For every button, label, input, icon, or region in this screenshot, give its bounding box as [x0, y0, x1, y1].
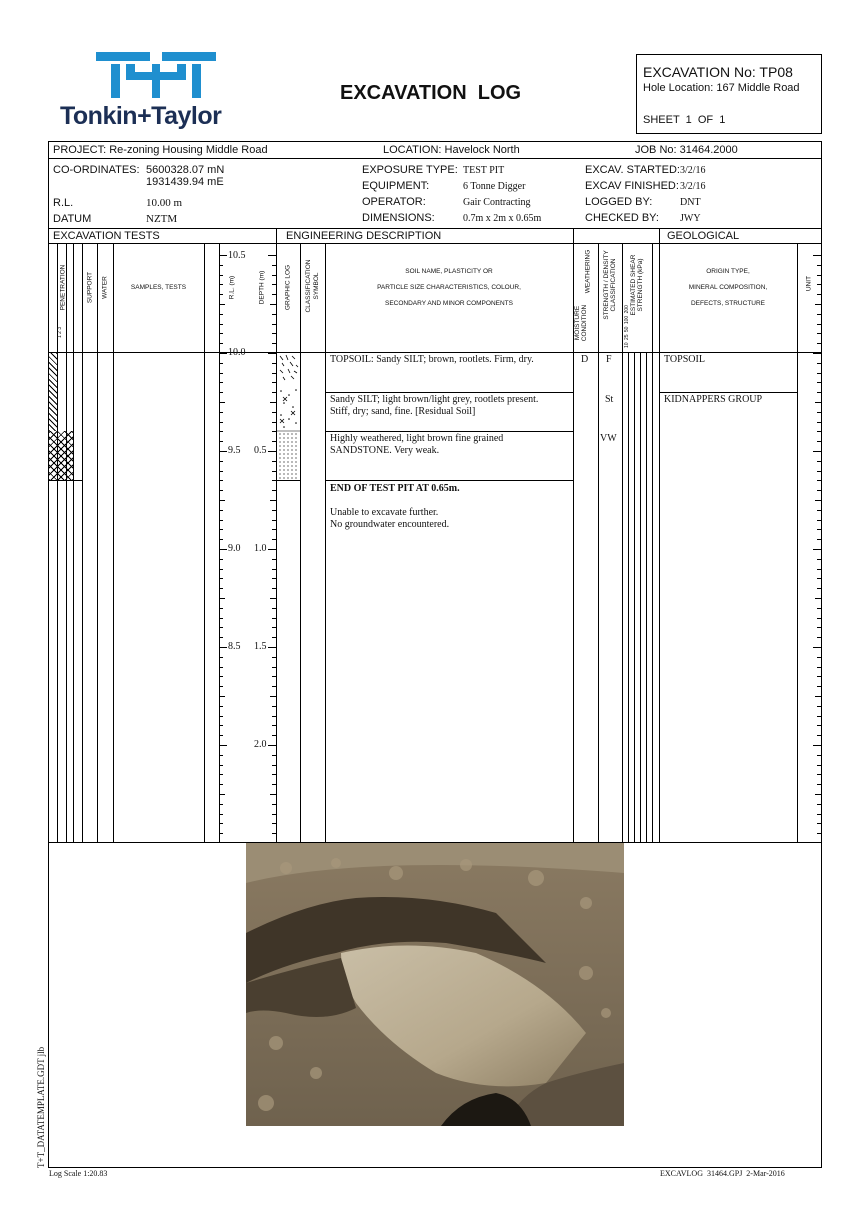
- scale-tick: [817, 520, 821, 521]
- scale-tick: [219, 284, 223, 285]
- scale-tick: [817, 441, 821, 442]
- scale-tick: [268, 647, 276, 648]
- scale-tick: [817, 686, 821, 687]
- scale-tick: [817, 539, 821, 540]
- scale-tick: [219, 431, 223, 432]
- scale-tick: [817, 755, 821, 756]
- scale-tick: [813, 549, 821, 550]
- scale-tick: [817, 294, 821, 295]
- layer-1-description: TOPSOIL: Sandy SILT; brown, rootlets. Firm, dry.: [330, 354, 534, 365]
- scale-tick: [219, 794, 225, 795]
- sheet-number: SHEET 1 OF 1: [643, 114, 726, 126]
- section-geological: GEOLOGICAL: [667, 230, 740, 242]
- rl-8-5: 8.5: [228, 641, 241, 652]
- scale-tick: [219, 784, 223, 785]
- scale-tick: [272, 265, 276, 266]
- scale-tick: [817, 676, 821, 677]
- dimensions-value: 0.7m x 2m x 0.65m: [463, 213, 542, 224]
- scale-tick: [813, 647, 821, 648]
- scale-tick: [272, 823, 276, 824]
- scale-tick: [219, 441, 223, 442]
- rl-value: 10.00 m: [146, 197, 183, 209]
- scale-tick: [219, 686, 223, 687]
- scale-tick: [219, 569, 223, 570]
- scale-tick: [272, 284, 276, 285]
- col-strength: STRENGTH / DENSITY CLASSIFICATION: [603, 250, 617, 320]
- layer-2-strength: St: [605, 394, 614, 405]
- excavation-box: [636, 54, 822, 134]
- hole-location: Hole Location: 167 Middle Road: [643, 82, 800, 94]
- exposure-value: TEST PIT: [463, 165, 505, 176]
- scale-tick: [219, 392, 223, 393]
- scale-tick: [815, 794, 821, 795]
- col-classification: CLASSIFICATION SYMBOL: [305, 259, 320, 313]
- scale-tick: [817, 333, 821, 334]
- scale-tick: [817, 373, 821, 374]
- scale-tick: [270, 794, 276, 795]
- depth-0-5: 0.5: [254, 445, 267, 456]
- scale-tick: [270, 598, 276, 599]
- scale-tick: [270, 500, 276, 501]
- scale-tick: [219, 373, 223, 374]
- section-excavation-tests: EXCAVATION TESTS: [53, 230, 160, 242]
- logged-value: DNT: [680, 197, 701, 208]
- scale-tick: [268, 451, 276, 452]
- rl-label: R.L.: [53, 197, 74, 209]
- scale-tick: [272, 294, 276, 295]
- col-unit: UNIT: [805, 275, 813, 292]
- exposure-label: EXPOSURE TYPE:: [362, 164, 458, 176]
- scale-tick: [272, 569, 276, 570]
- scale-tick: [817, 412, 821, 413]
- col-soil-line3: SECONDARY AND MINOR COMPONENTS: [385, 300, 513, 307]
- finished-label: EXCAV FINISHED:: [585, 180, 679, 192]
- scale-tick: [219, 324, 223, 325]
- scale-tick: [219, 637, 223, 638]
- scale-tick: [272, 539, 276, 540]
- scale-tick: [815, 696, 821, 697]
- scale-tick: [817, 422, 821, 423]
- scale-tick: [272, 275, 276, 276]
- penetration-bar-2: [49, 431, 73, 480]
- layer-2-description-2: Stiff, dry; sand, fine. [Residual Soil]: [330, 406, 476, 417]
- scale-tick: [272, 422, 276, 423]
- scale-tick: [813, 451, 821, 452]
- equipment-label: EQUIPMENT:: [362, 180, 430, 192]
- scale-tick: [817, 343, 821, 344]
- sandstone-pattern: [278, 432, 299, 479]
- test-pit-photo: [246, 843, 624, 1126]
- scale-tick: [219, 765, 223, 766]
- logo-mark-icon: [96, 50, 216, 102]
- scale-tick: [219, 412, 223, 413]
- col-soil-line2: PARTICLE SIZE CHARACTERISTICS, COLOUR,: [377, 284, 521, 291]
- layer-3-description-2: SANDSTONE. Very weak.: [330, 445, 440, 456]
- layer-1-moisture: D: [581, 354, 589, 365]
- scale-tick: [268, 745, 276, 746]
- scale-tick: [272, 774, 276, 775]
- scale-tick: [219, 598, 225, 599]
- col-support: SUPPORT: [86, 271, 94, 304]
- scale-tick: [817, 823, 821, 824]
- depth-1-5: 1.5: [254, 641, 267, 652]
- scale-tick: [272, 755, 276, 756]
- scale-tick: [815, 500, 821, 501]
- scale-tick: [817, 284, 821, 285]
- scale-tick: [813, 745, 821, 746]
- layer-3-weathering: VW: [600, 433, 617, 444]
- scale-tick: [817, 480, 821, 481]
- scale-tick: [817, 471, 821, 472]
- scale-tick: [219, 814, 223, 815]
- scale-tick: [219, 627, 223, 628]
- scale-tick: [219, 667, 223, 668]
- scale-tick: [219, 333, 223, 334]
- scale-tick: [219, 676, 223, 677]
- scale-tick: [817, 529, 821, 530]
- rl-10-5: 10.5: [228, 250, 246, 261]
- scale-tick: [272, 608, 276, 609]
- layer-1-strength: F: [606, 354, 612, 365]
- scale-tick: [817, 578, 821, 579]
- rl-9-5: 9.5: [228, 445, 241, 456]
- col-graphic-log: GRAPHIC LOG: [284, 264, 292, 311]
- scale-tick: [817, 490, 821, 491]
- scale-tick: [272, 431, 276, 432]
- datum-label: DATUM: [53, 213, 92, 225]
- checked-label: CHECKED BY:: [585, 212, 659, 224]
- scale-tick: [817, 314, 821, 315]
- rl-10-0: 10.0: [228, 347, 246, 358]
- scale-tick: [272, 618, 276, 619]
- scale-tick: [817, 657, 821, 658]
- scale-tick: [272, 314, 276, 315]
- col-shear: ESTIMATED SHEAR STRENGTH (kPa): [630, 254, 644, 316]
- col-water: WATER: [101, 276, 109, 299]
- coordinates-north: 5600328.07 mN: [146, 164, 225, 176]
- coordinates-label: CO-ORDINATES:: [53, 164, 140, 176]
- scale-tick: [219, 353, 227, 354]
- penetration-bar-1: [49, 353, 57, 431]
- scale-tick: [817, 814, 821, 815]
- scale-tick: [817, 265, 821, 266]
- project-label: PROJECT: Re-zoning Housing Middle Road: [53, 144, 268, 156]
- excavation-number: EXCAVATION No: TP08: [643, 64, 793, 80]
- scale-tick: [272, 804, 276, 805]
- scale-tick: [272, 363, 276, 364]
- scale-tick: [817, 392, 821, 393]
- scale-tick: [272, 490, 276, 491]
- scale-tick: [219, 500, 225, 501]
- scale-tick: [219, 774, 223, 775]
- scale-tick: [219, 363, 223, 364]
- scale-tick: [272, 471, 276, 472]
- scale-tick: [219, 725, 223, 726]
- scale-tick: [817, 804, 821, 805]
- scale-tick: [272, 706, 276, 707]
- scale-tick: [219, 578, 223, 579]
- scale-tick: [817, 765, 821, 766]
- penetration-scale: 1 2 3: [57, 326, 63, 338]
- file-reference: EXCAVLOG 31464.GPJ 2-Mar-2016: [660, 1169, 785, 1178]
- scale-tick: [272, 657, 276, 658]
- scale-tick: [817, 569, 821, 570]
- scale-tick: [272, 510, 276, 511]
- col-depth: DEPTH (m): [258, 270, 266, 305]
- scale-tick: [272, 637, 276, 638]
- scale-tick: [272, 833, 276, 834]
- col-rl: R.L. (m): [228, 275, 236, 300]
- shear-scale: 10 25 50 100 200: [624, 305, 630, 348]
- operator-value: Gair Contracting: [463, 197, 531, 208]
- scale-tick: [272, 725, 276, 726]
- scale-tick: [270, 696, 276, 697]
- scale-tick: [219, 716, 223, 717]
- scale-tick: [272, 627, 276, 628]
- scale-tick: [268, 353, 276, 354]
- scale-tick: [219, 647, 227, 648]
- checked-value: JWY: [680, 213, 701, 224]
- scale-tick: [817, 706, 821, 707]
- scale-tick: [272, 412, 276, 413]
- scale-tick: [817, 725, 821, 726]
- scale-tick: [219, 559, 223, 560]
- scale-tick: [272, 784, 276, 785]
- scale-tick: [817, 833, 821, 834]
- scale-tick: [272, 461, 276, 462]
- end-of-pit: END OF TEST PIT AT 0.65m.: [330, 483, 460, 494]
- scale-tick: [272, 578, 276, 579]
- scale-tick: [817, 431, 821, 432]
- scale-tick: [272, 343, 276, 344]
- scale-tick: [219, 294, 223, 295]
- started-label: EXCAV. STARTED:: [585, 164, 680, 176]
- scale-tick: [268, 255, 276, 256]
- scale-tick: [817, 667, 821, 668]
- end-note-2: No groundwater encountered.: [330, 519, 450, 530]
- scale-tick: [219, 382, 223, 383]
- col-origin-line3: DEFECTS, STRUCTURE: [690, 300, 766, 307]
- col-moisture: MOISTURE CONDITION: [574, 304, 588, 342]
- scale-tick: [272, 392, 276, 393]
- job-number: JOB No: 31464.2000: [635, 144, 738, 156]
- depth-2-0: 2.0: [254, 739, 267, 750]
- depth-1-0: 1.0: [254, 543, 267, 554]
- col-origin-line2: MINERAL COMPOSITION,: [688, 284, 768, 291]
- scale-tick: [272, 735, 276, 736]
- scale-tick: [272, 814, 276, 815]
- scale-tick: [817, 784, 821, 785]
- scale-tick: [219, 471, 223, 472]
- scale-tick: [219, 608, 223, 609]
- template-side-text: T+T_DATATEMPLATE.GDT jlb: [36, 1046, 46, 1168]
- end-note-1: Unable to excavate further.: [330, 507, 439, 518]
- scale-tick: [272, 588, 276, 589]
- scale-tick: [817, 774, 821, 775]
- scale-tick: [817, 363, 821, 364]
- section-engineering: ENGINEERING DESCRIPTION: [286, 230, 442, 242]
- layer-3-description-1: Highly weathered, light brown fine grained: [330, 433, 504, 444]
- scale-tick: [817, 637, 821, 638]
- coordinates-east: 1931439.94 mE: [146, 176, 224, 188]
- scale-tick: [219, 539, 223, 540]
- scale-tick: [219, 696, 225, 697]
- scale-tick: [817, 275, 821, 276]
- scale-tick: [219, 343, 223, 344]
- scale-tick: [219, 451, 227, 452]
- layer-2-description-1: Sandy SILT; light brown/light grey, rootlets present.: [330, 394, 539, 405]
- layer-1-origin: TOPSOIL: [664, 354, 705, 365]
- scale-tick: [272, 559, 276, 560]
- scale-tick: [272, 676, 276, 677]
- finished-value: 3/2/16: [680, 181, 706, 192]
- scale-tick: [219, 549, 227, 550]
- scale-tick: [813, 255, 821, 256]
- scale-tick: [219, 520, 223, 521]
- equipment-value: 6 Tonne Digger: [463, 181, 526, 192]
- scale-tick: [219, 588, 223, 589]
- logged-label: LOGGED BY:: [585, 196, 653, 208]
- page-title: EXCAVATION LOG: [340, 82, 522, 104]
- scale-tick: [817, 608, 821, 609]
- scale-tick: [219, 275, 223, 276]
- layer-2-origin: KIDNAPPERS GROUP: [664, 394, 763, 405]
- scale-tick: [815, 402, 821, 403]
- scale-tick: [817, 382, 821, 383]
- scale-tick: [219, 833, 223, 834]
- scale-tick: [817, 735, 821, 736]
- scale-tick: [272, 686, 276, 687]
- scale-tick: [219, 657, 223, 658]
- scale-tick: [219, 461, 223, 462]
- scale-tick: [219, 755, 223, 756]
- logo-text: Tonkin+Taylor: [60, 102, 222, 130]
- scale-tick: [272, 716, 276, 717]
- scale-tick: [817, 510, 821, 511]
- scale-tick: [270, 304, 276, 305]
- scale-tick: [219, 304, 225, 305]
- scale-tick: [815, 598, 821, 599]
- scale-tick: [815, 304, 821, 305]
- scale-tick: [272, 529, 276, 530]
- scale-tick: [219, 618, 223, 619]
- scale-tick: [219, 422, 223, 423]
- scale-tick: [272, 324, 276, 325]
- operator-label: OPERATOR:: [362, 196, 426, 208]
- company-logo: [60, 50, 240, 134]
- datum-value: NZTM: [146, 213, 178, 225]
- scale-tick: [272, 441, 276, 442]
- scale-tick: [270, 402, 276, 403]
- scale-tick: [272, 667, 276, 668]
- scale-tick: [219, 314, 223, 315]
- scale-tick: [817, 559, 821, 560]
- scale-tick: [272, 765, 276, 766]
- scale-tick: [219, 490, 223, 491]
- scale-tick: [219, 402, 225, 403]
- col-penetration: PENETRATION: [59, 264, 67, 311]
- location-label: LOCATION: Havelock North: [383, 144, 520, 156]
- scale-tick: [219, 735, 223, 736]
- scale-tick: [219, 255, 227, 256]
- scale-tick: [219, 706, 223, 707]
- scale-tick: [817, 627, 821, 628]
- scale-tick: [219, 265, 223, 266]
- scale-tick: [219, 510, 223, 511]
- scale-tick: [817, 324, 821, 325]
- scale-tick: [272, 382, 276, 383]
- scale-tick: [817, 716, 821, 717]
- scale-tick: [219, 745, 227, 746]
- col-samples: SAMPLES, TESTS: [130, 284, 187, 291]
- scale-tick: [817, 618, 821, 619]
- scale-tick: [219, 804, 223, 805]
- scale-tick: [219, 480, 223, 481]
- scale-tick: [219, 823, 223, 824]
- log-scale: Log Scale 1:20.83: [49, 1169, 108, 1178]
- scale-tick: [813, 353, 821, 354]
- col-soil-line1: SOIL NAME, PLASTICITY OR: [405, 268, 493, 275]
- scale-tick: [272, 333, 276, 334]
- dimensions-label: DIMENSIONS:: [362, 212, 435, 224]
- scale-tick: [817, 461, 821, 462]
- scale-tick: [272, 520, 276, 521]
- scale-tick: [272, 373, 276, 374]
- rl-9-0: 9.0: [228, 543, 241, 554]
- col-weathering: WEATHERING: [584, 249, 592, 294]
- scale-tick: [268, 549, 276, 550]
- col-origin-line1: ORIGIN TYPE,: [706, 268, 750, 275]
- scale-tick: [817, 588, 821, 589]
- started-value: 3/2/16: [680, 165, 706, 176]
- scale-tick: [219, 529, 223, 530]
